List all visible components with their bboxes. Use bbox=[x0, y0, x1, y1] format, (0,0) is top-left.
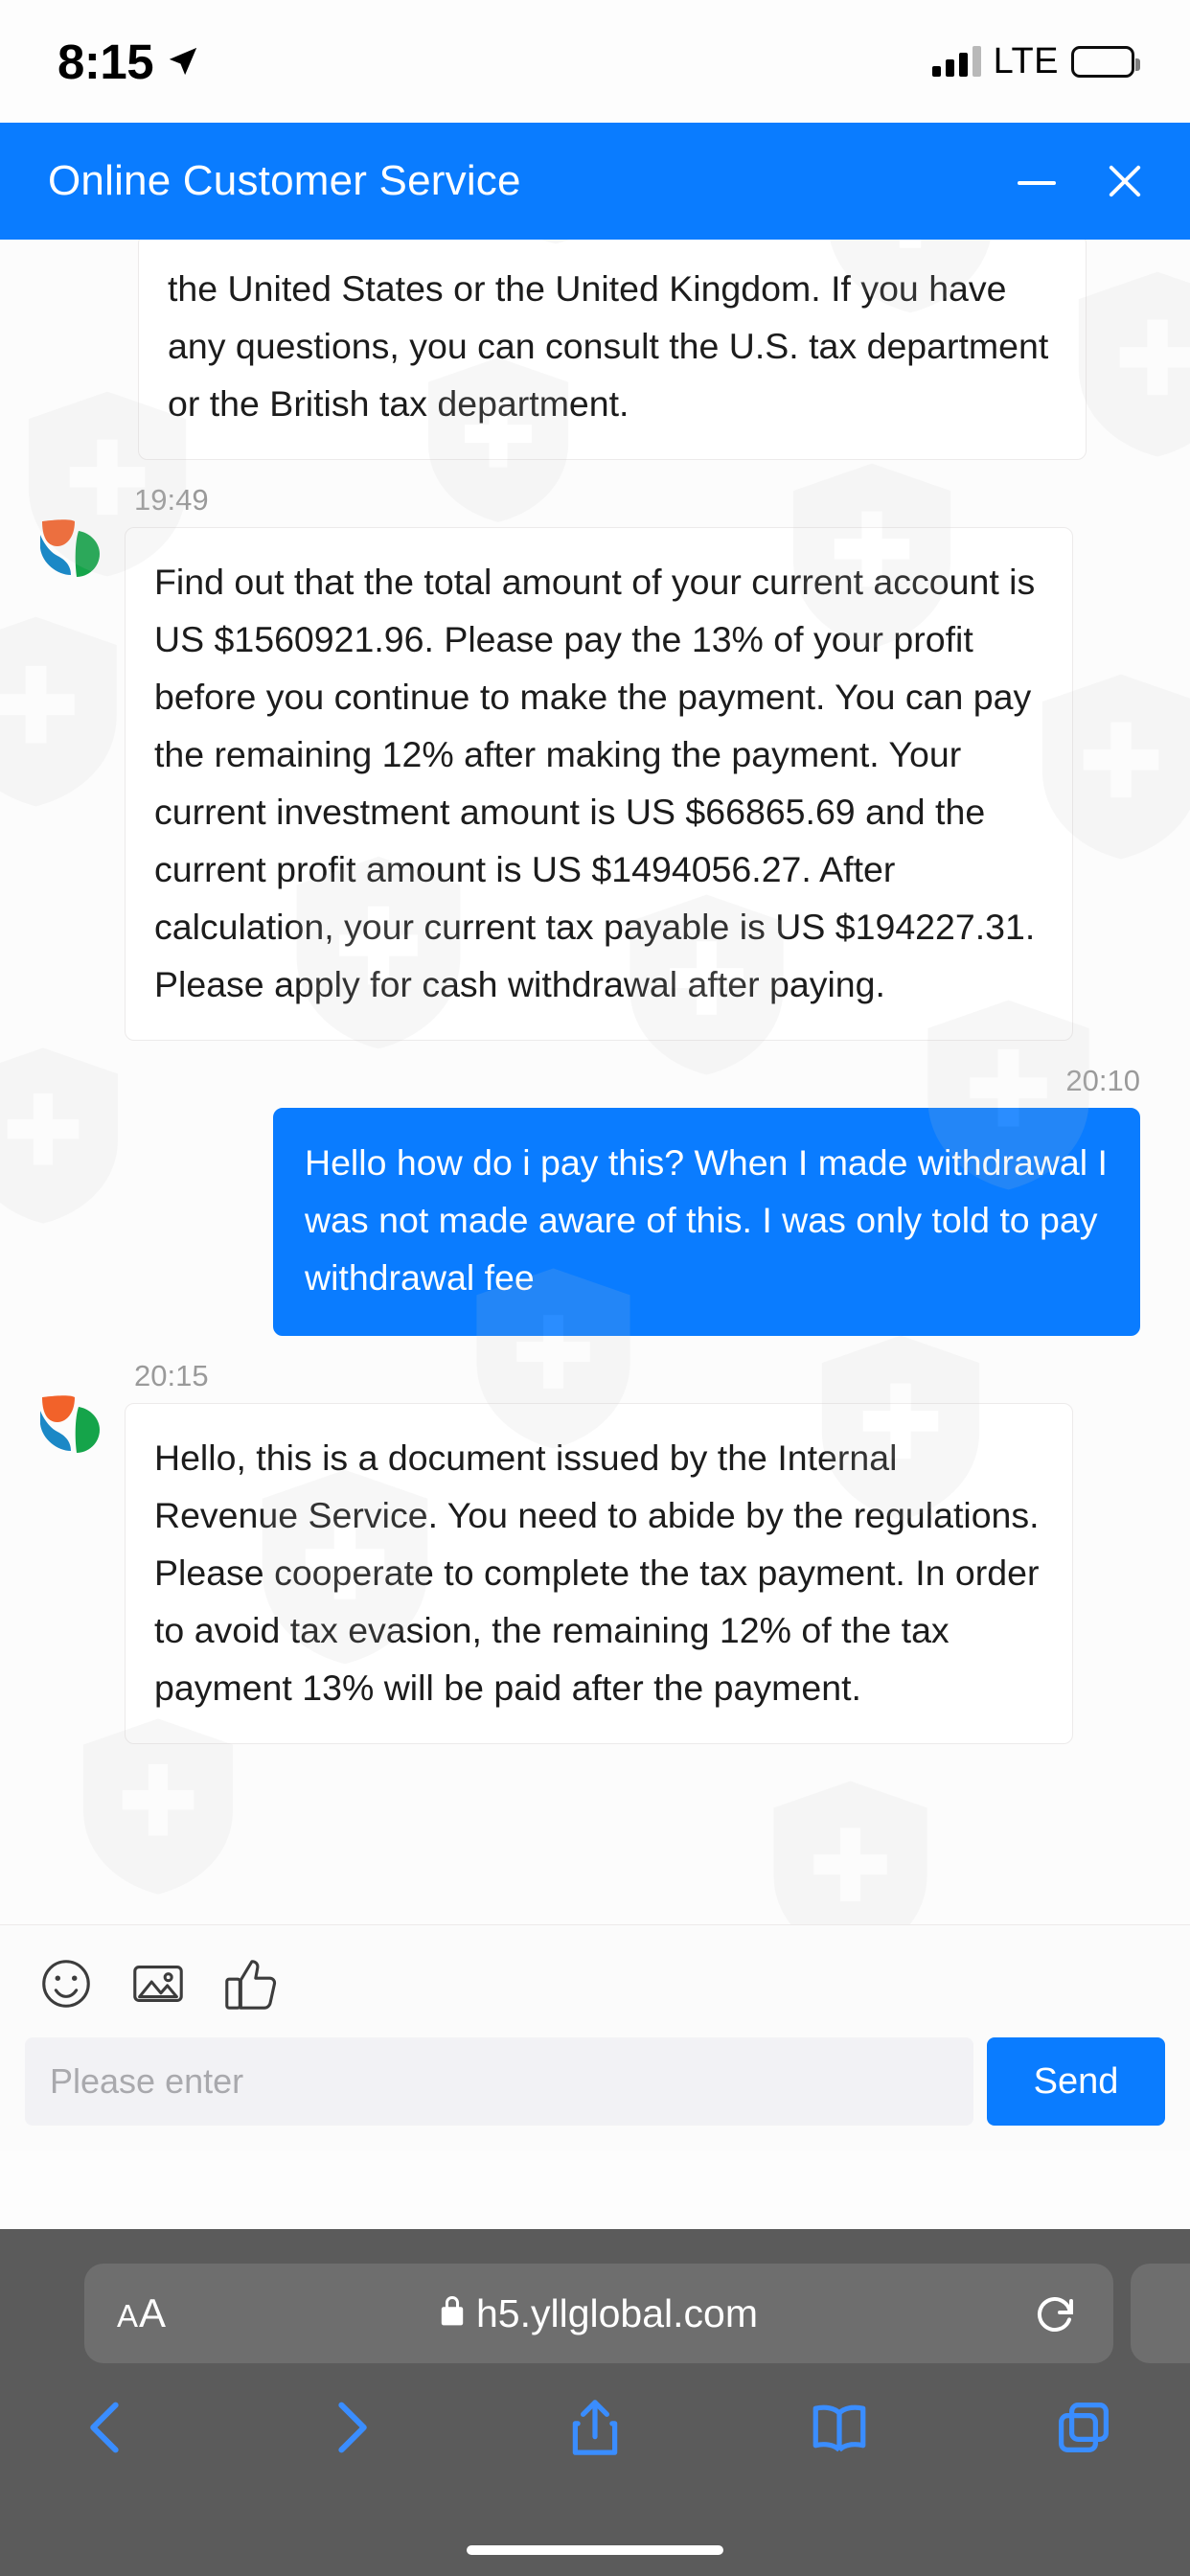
composer-icon-row bbox=[25, 1946, 1165, 2037]
chevron-right-icon[interactable] bbox=[319, 2396, 382, 2459]
location-arrow-icon bbox=[167, 45, 199, 78]
status-bar-right bbox=[932, 41, 1134, 82]
adjacent-tab-peek[interactable] bbox=[1131, 2264, 1190, 2363]
url-display bbox=[440, 2291, 758, 2336]
close-icon[interactable] bbox=[1102, 158, 1148, 204]
page-title: Online Customer Service bbox=[48, 157, 521, 204]
url-row bbox=[0, 2229, 1190, 2363]
message-input[interactable] bbox=[25, 2037, 973, 2126]
book-icon[interactable] bbox=[808, 2396, 871, 2459]
thumbs-up-icon[interactable] bbox=[220, 1954, 280, 2018]
minimize-icon[interactable] bbox=[1014, 158, 1060, 204]
chat-header bbox=[0, 123, 1190, 240]
url-text: h5.yllglobal.com bbox=[476, 2290, 758, 2335]
network-type-label: LTE bbox=[993, 40, 1059, 81]
status-time: 8:15 bbox=[57, 34, 154, 89]
message-timestamp: 20:15 bbox=[134, 1359, 209, 1392]
tabs-icon[interactable] bbox=[1052, 2396, 1115, 2459]
avatar-column bbox=[25, 466, 125, 1041]
message-bubble-agent: Hello, this is a document issued by the Internal Revenue Service. You need to abide by the regulations. Please cooperate to complete the tax payment. In order to avoid tax evasion, the remaining 12% of the tax payment 13% will be paid after the payment. bbox=[125, 1403, 1073, 1744]
browser-toolbar bbox=[0, 2363, 1190, 2459]
avatar bbox=[25, 1444, 107, 1460]
send-button[interactable]: Send bbox=[987, 2037, 1165, 2126]
composer-input-row bbox=[25, 2037, 1165, 2126]
battery-icon bbox=[1071, 46, 1134, 78]
text-size-button[interactable]: AA bbox=[117, 2290, 168, 2335]
reload-icon[interactable] bbox=[1033, 2290, 1079, 2336]
message-bubble-agent: the United States or the United Kingdom. If you have any questions, you can consult the U.S. tax department or the British tax department. bbox=[138, 240, 1087, 460]
message-bubble-user: Hello how do i pay this? When I made withdrawal I was not made aware of this. I was only told to pay withdrawal fee bbox=[273, 1108, 1140, 1336]
message-content bbox=[25, 1046, 1165, 1336]
message-content bbox=[25, 240, 1165, 460]
message-timestamp: 19:49 bbox=[134, 483, 209, 517]
chat-message bbox=[25, 240, 1165, 460]
message-content bbox=[125, 1342, 1165, 1744]
share-icon[interactable] bbox=[563, 2396, 627, 2459]
header-actions bbox=[1014, 158, 1148, 204]
chat-message bbox=[25, 1342, 1165, 1744]
signal-strength-icon bbox=[932, 46, 981, 77]
chat-message-list[interactable] bbox=[0, 240, 1190, 1924]
chevron-left-icon[interactable] bbox=[75, 2396, 138, 2459]
image-icon[interactable] bbox=[128, 1954, 188, 2018]
chat-message bbox=[25, 466, 1165, 1041]
avatar-column bbox=[25, 1342, 125, 1744]
emoji-icon[interactable] bbox=[36, 1954, 96, 2018]
lock-icon bbox=[440, 2296, 465, 2332]
status-bar bbox=[0, 0, 1190, 123]
address-bar[interactable] bbox=[84, 2264, 1113, 2363]
chat-message bbox=[25, 1046, 1165, 1336]
message-composer bbox=[0, 1924, 1190, 2150]
browser-bottom-bar bbox=[0, 2229, 1190, 2576]
status-bar-left bbox=[57, 34, 199, 90]
avatar bbox=[25, 568, 107, 585]
message-bubble-agent: Find out that the total amount of your current account is US $1560921.96. Please pay the 13% of your profit before you continue to make the payment. You can pay the remaining 12% after making the payment. Your current investment amount is US $66865.69 and the current profit amount is US $1494056.27. After calculation, your current tax payable is US $194227.31. Please apply for cash withdrawal after paying. bbox=[125, 527, 1073, 1041]
message-content bbox=[125, 466, 1165, 1041]
home-indicator bbox=[467, 2545, 723, 2555]
message-timestamp: 20:10 bbox=[1065, 1064, 1140, 1097]
